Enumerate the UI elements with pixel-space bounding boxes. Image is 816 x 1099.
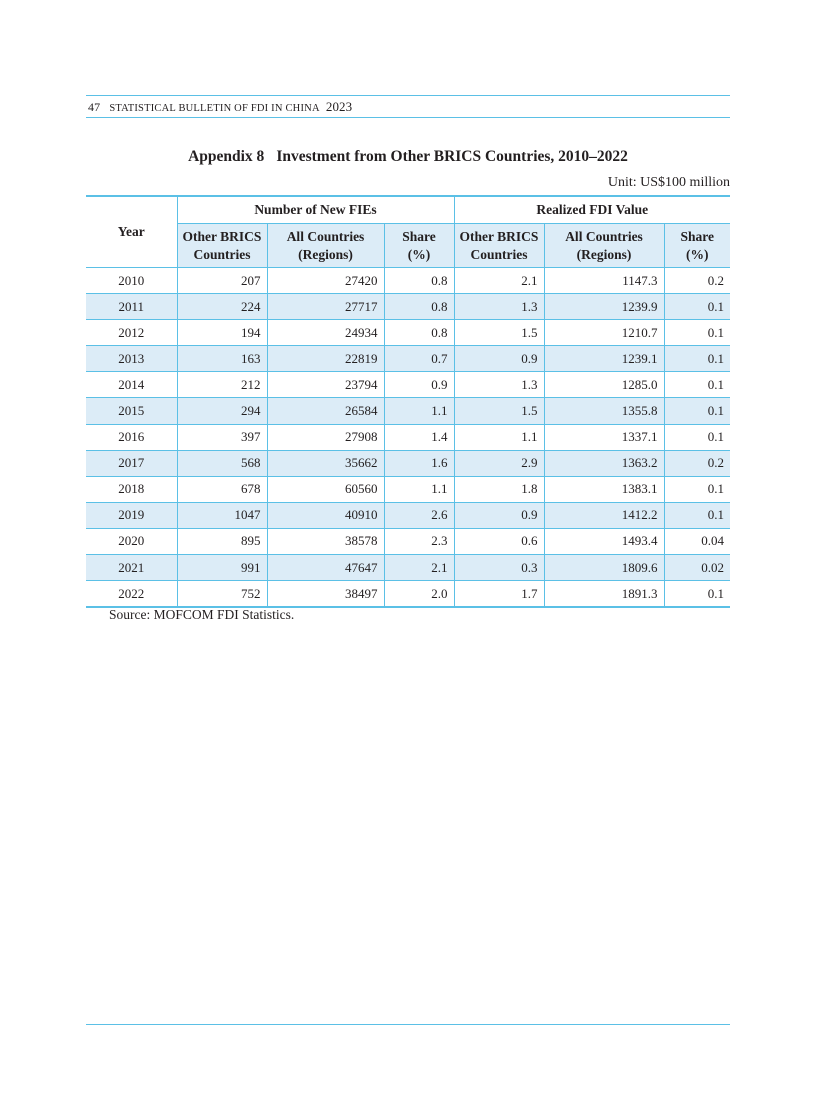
cell-all-new-fies: 35662 <box>267 450 384 476</box>
source-note: Source: MOFCOM FDI Statistics. <box>109 607 295 622</box>
cell-brics-new-fies: 207 <box>177 268 267 294</box>
cell-brics-new-fies: 194 <box>177 320 267 346</box>
cell-all-new-fies: 40910 <box>267 502 384 528</box>
cell-brics-fdi-value: 1.1 <box>454 424 544 450</box>
sub-header-line: Countries <box>193 247 251 262</box>
appendix-title: Investment from Other BRICS Countries, 2010–2022 <box>276 148 628 165</box>
table-row <box>86 450 730 476</box>
table-row <box>86 476 730 502</box>
cell-brics-new-fies: 294 <box>177 398 267 424</box>
cell-year: 2021 <box>86 555 177 581</box>
cell-new-fies-share: 1.1 <box>384 398 454 424</box>
cell-all-fdi-value: 1147.3 <box>544 268 664 294</box>
cell-fdi-share: 0.1 <box>664 372 730 398</box>
sub-header-line: Share <box>402 229 436 244</box>
cell-all-fdi-value: 1285.0 <box>544 372 664 398</box>
cell-brics-new-fies: 678 <box>177 476 267 502</box>
cell-all-fdi-value: 1412.2 <box>544 502 664 528</box>
table-row <box>86 581 730 608</box>
cell-new-fies-share: 0.9 <box>384 372 454 398</box>
cell-year: 2015 <box>86 398 177 424</box>
cell-brics-new-fies: 895 <box>177 528 267 554</box>
cell-year: 2012 <box>86 320 177 346</box>
cell-year: 2016 <box>86 424 177 450</box>
cell-brics-fdi-value: 1.5 <box>454 398 544 424</box>
table-row <box>86 320 730 346</box>
cell-year: 2017 <box>86 450 177 476</box>
cell-fdi-share: 0.1 <box>664 398 730 424</box>
cell-all-fdi-value: 1891.3 <box>544 581 664 608</box>
cell-year: 2019 <box>86 502 177 528</box>
cell-brics-new-fies: 752 <box>177 581 267 608</box>
cell-all-new-fies: 27717 <box>267 294 384 320</box>
cell-all-fdi-value: 1493.4 <box>544 528 664 554</box>
cell-brics-fdi-value: 2.9 <box>454 450 544 476</box>
table-title <box>86 148 730 166</box>
cell-new-fies-share: 2.0 <box>384 581 454 608</box>
appendix-label: Appendix 8 <box>188 148 265 165</box>
cell-year: 2018 <box>86 476 177 502</box>
cell-all-new-fies: 27420 <box>267 268 384 294</box>
cell-all-new-fies: 60560 <box>267 476 384 502</box>
cell-fdi-share: 0.1 <box>664 581 730 608</box>
cell-year: 2013 <box>86 346 177 372</box>
cell-brics-fdi-value: 0.3 <box>454 555 544 581</box>
cell-all-new-fies: 38578 <box>267 528 384 554</box>
cell-year: 2020 <box>86 528 177 554</box>
cell-year: 2022 <box>86 581 177 608</box>
cell-new-fies-share: 0.8 <box>384 320 454 346</box>
cell-brics-new-fies: 163 <box>177 346 267 372</box>
table-row <box>86 372 730 398</box>
cell-all-new-fies: 23794 <box>267 372 384 398</box>
cell-all-new-fies: 26584 <box>267 398 384 424</box>
sub-header-line: (Regions) <box>576 247 632 262</box>
table-body <box>86 268 730 608</box>
sub-header-line: All Countries <box>286 229 365 244</box>
cell-brics-fdi-value: 1.8 <box>454 476 544 502</box>
footer-rule <box>86 1024 730 1025</box>
table-row <box>86 528 730 554</box>
sub-header-line: Countries <box>470 247 528 262</box>
cell-year: 2011 <box>86 294 177 320</box>
table-row <box>86 268 730 294</box>
cell-brics-fdi-value: 0.9 <box>454 346 544 372</box>
sub-header-line: (%) <box>686 247 709 262</box>
cell-brics-fdi-value: 1.3 <box>454 294 544 320</box>
sub-header-line: (Regions) <box>298 247 353 262</box>
cell-new-fies-share: 2.1 <box>384 555 454 581</box>
cell-new-fies-share: 1.6 <box>384 450 454 476</box>
cell-all-fdi-value: 1383.1 <box>544 476 664 502</box>
cell-new-fies-share: 0.8 <box>384 294 454 320</box>
cell-brics-new-fies: 212 <box>177 372 267 398</box>
cell-all-fdi-value: 1239.1 <box>544 346 664 372</box>
cell-fdi-share: 0.1 <box>664 320 730 346</box>
cell-all-fdi-value: 1809.6 <box>544 555 664 581</box>
cell-all-new-fies: 47647 <box>267 555 384 581</box>
sub-header-line: All Countries <box>565 229 643 244</box>
header-top-rule <box>86 95 730 96</box>
cell-new-fies-share: 2.6 <box>384 502 454 528</box>
cell-brics-new-fies: 224 <box>177 294 267 320</box>
cell-brics-fdi-value: 0.9 <box>454 502 544 528</box>
cell-new-fies-share: 0.7 <box>384 346 454 372</box>
table-row <box>86 398 730 424</box>
cell-fdi-share: 0.1 <box>664 294 730 320</box>
cell-all-fdi-value: 1337.1 <box>544 424 664 450</box>
cell-brics-fdi-value: 2.1 <box>454 268 544 294</box>
cell-all-fdi-value: 1363.2 <box>544 450 664 476</box>
cell-brics-fdi-value: 0.6 <box>454 528 544 554</box>
cell-fdi-share: 0.1 <box>664 502 730 528</box>
publication-year: 2023 <box>325 99 353 114</box>
cell-fdi-share: 0.02 <box>664 555 730 581</box>
sub-header-line: Share <box>680 229 714 244</box>
table-row <box>86 555 730 581</box>
cell-year: 2010 <box>86 268 177 294</box>
cell-fdi-share: 0.1 <box>664 476 730 502</box>
cell-fdi-share: 0.2 <box>664 268 730 294</box>
cell-fdi-share: 0.1 <box>664 424 730 450</box>
table-row <box>86 424 730 450</box>
sub-header-line: Other BRICS <box>182 229 262 244</box>
cell-new-fies-share: 2.3 <box>384 528 454 554</box>
cell-all-new-fies: 27908 <box>267 424 384 450</box>
cell-fdi-share: 0.04 <box>664 528 730 554</box>
cell-new-fies-share: 1.4 <box>384 424 454 450</box>
cell-brics-new-fies: 1047 <box>177 502 267 528</box>
sub-header-line: (%) <box>407 247 431 262</box>
header-bottom-rule <box>86 117 730 118</box>
cell-fdi-share: 0.1 <box>664 346 730 372</box>
cell-all-fdi-value: 1239.9 <box>544 294 664 320</box>
cell-brics-new-fies: 991 <box>177 555 267 581</box>
cell-fdi-share: 0.2 <box>664 450 730 476</box>
cell-all-fdi-value: 1210.7 <box>544 320 664 346</box>
cell-brics-fdi-value: 1.5 <box>454 320 544 346</box>
publication-name: STATISTICAL BULLETIN OF FDI IN CHINA <box>109 103 320 114</box>
group-header-new-fies: Number of New FIEs <box>177 196 454 224</box>
cell-brics-new-fies: 568 <box>177 450 267 476</box>
brics-investment-table <box>86 195 730 608</box>
table-row <box>86 294 730 320</box>
year-header: Year <box>86 196 177 268</box>
table-row <box>86 346 730 372</box>
cell-new-fies-share: 1.1 <box>384 476 454 502</box>
cell-brics-fdi-value: 1.7 <box>454 581 544 608</box>
cell-brics-new-fies: 397 <box>177 424 267 450</box>
cell-year: 2014 <box>86 372 177 398</box>
cell-new-fies-share: 0.8 <box>384 268 454 294</box>
cell-all-new-fies: 22819 <box>267 346 384 372</box>
running-header <box>88 99 352 115</box>
table-row <box>86 502 730 528</box>
cell-all-new-fies: 38497 <box>267 581 384 608</box>
cell-all-new-fies: 24934 <box>267 320 384 346</box>
cell-brics-fdi-value: 1.3 <box>454 372 544 398</box>
sub-header-line: Other BRICS <box>459 229 539 244</box>
cell-all-fdi-value: 1355.8 <box>544 398 664 424</box>
page-number: 47 <box>88 100 101 114</box>
unit-note: Unit: US$100 million <box>607 175 730 190</box>
group-header-realized-fdi: Realized FDI Value <box>454 196 730 224</box>
